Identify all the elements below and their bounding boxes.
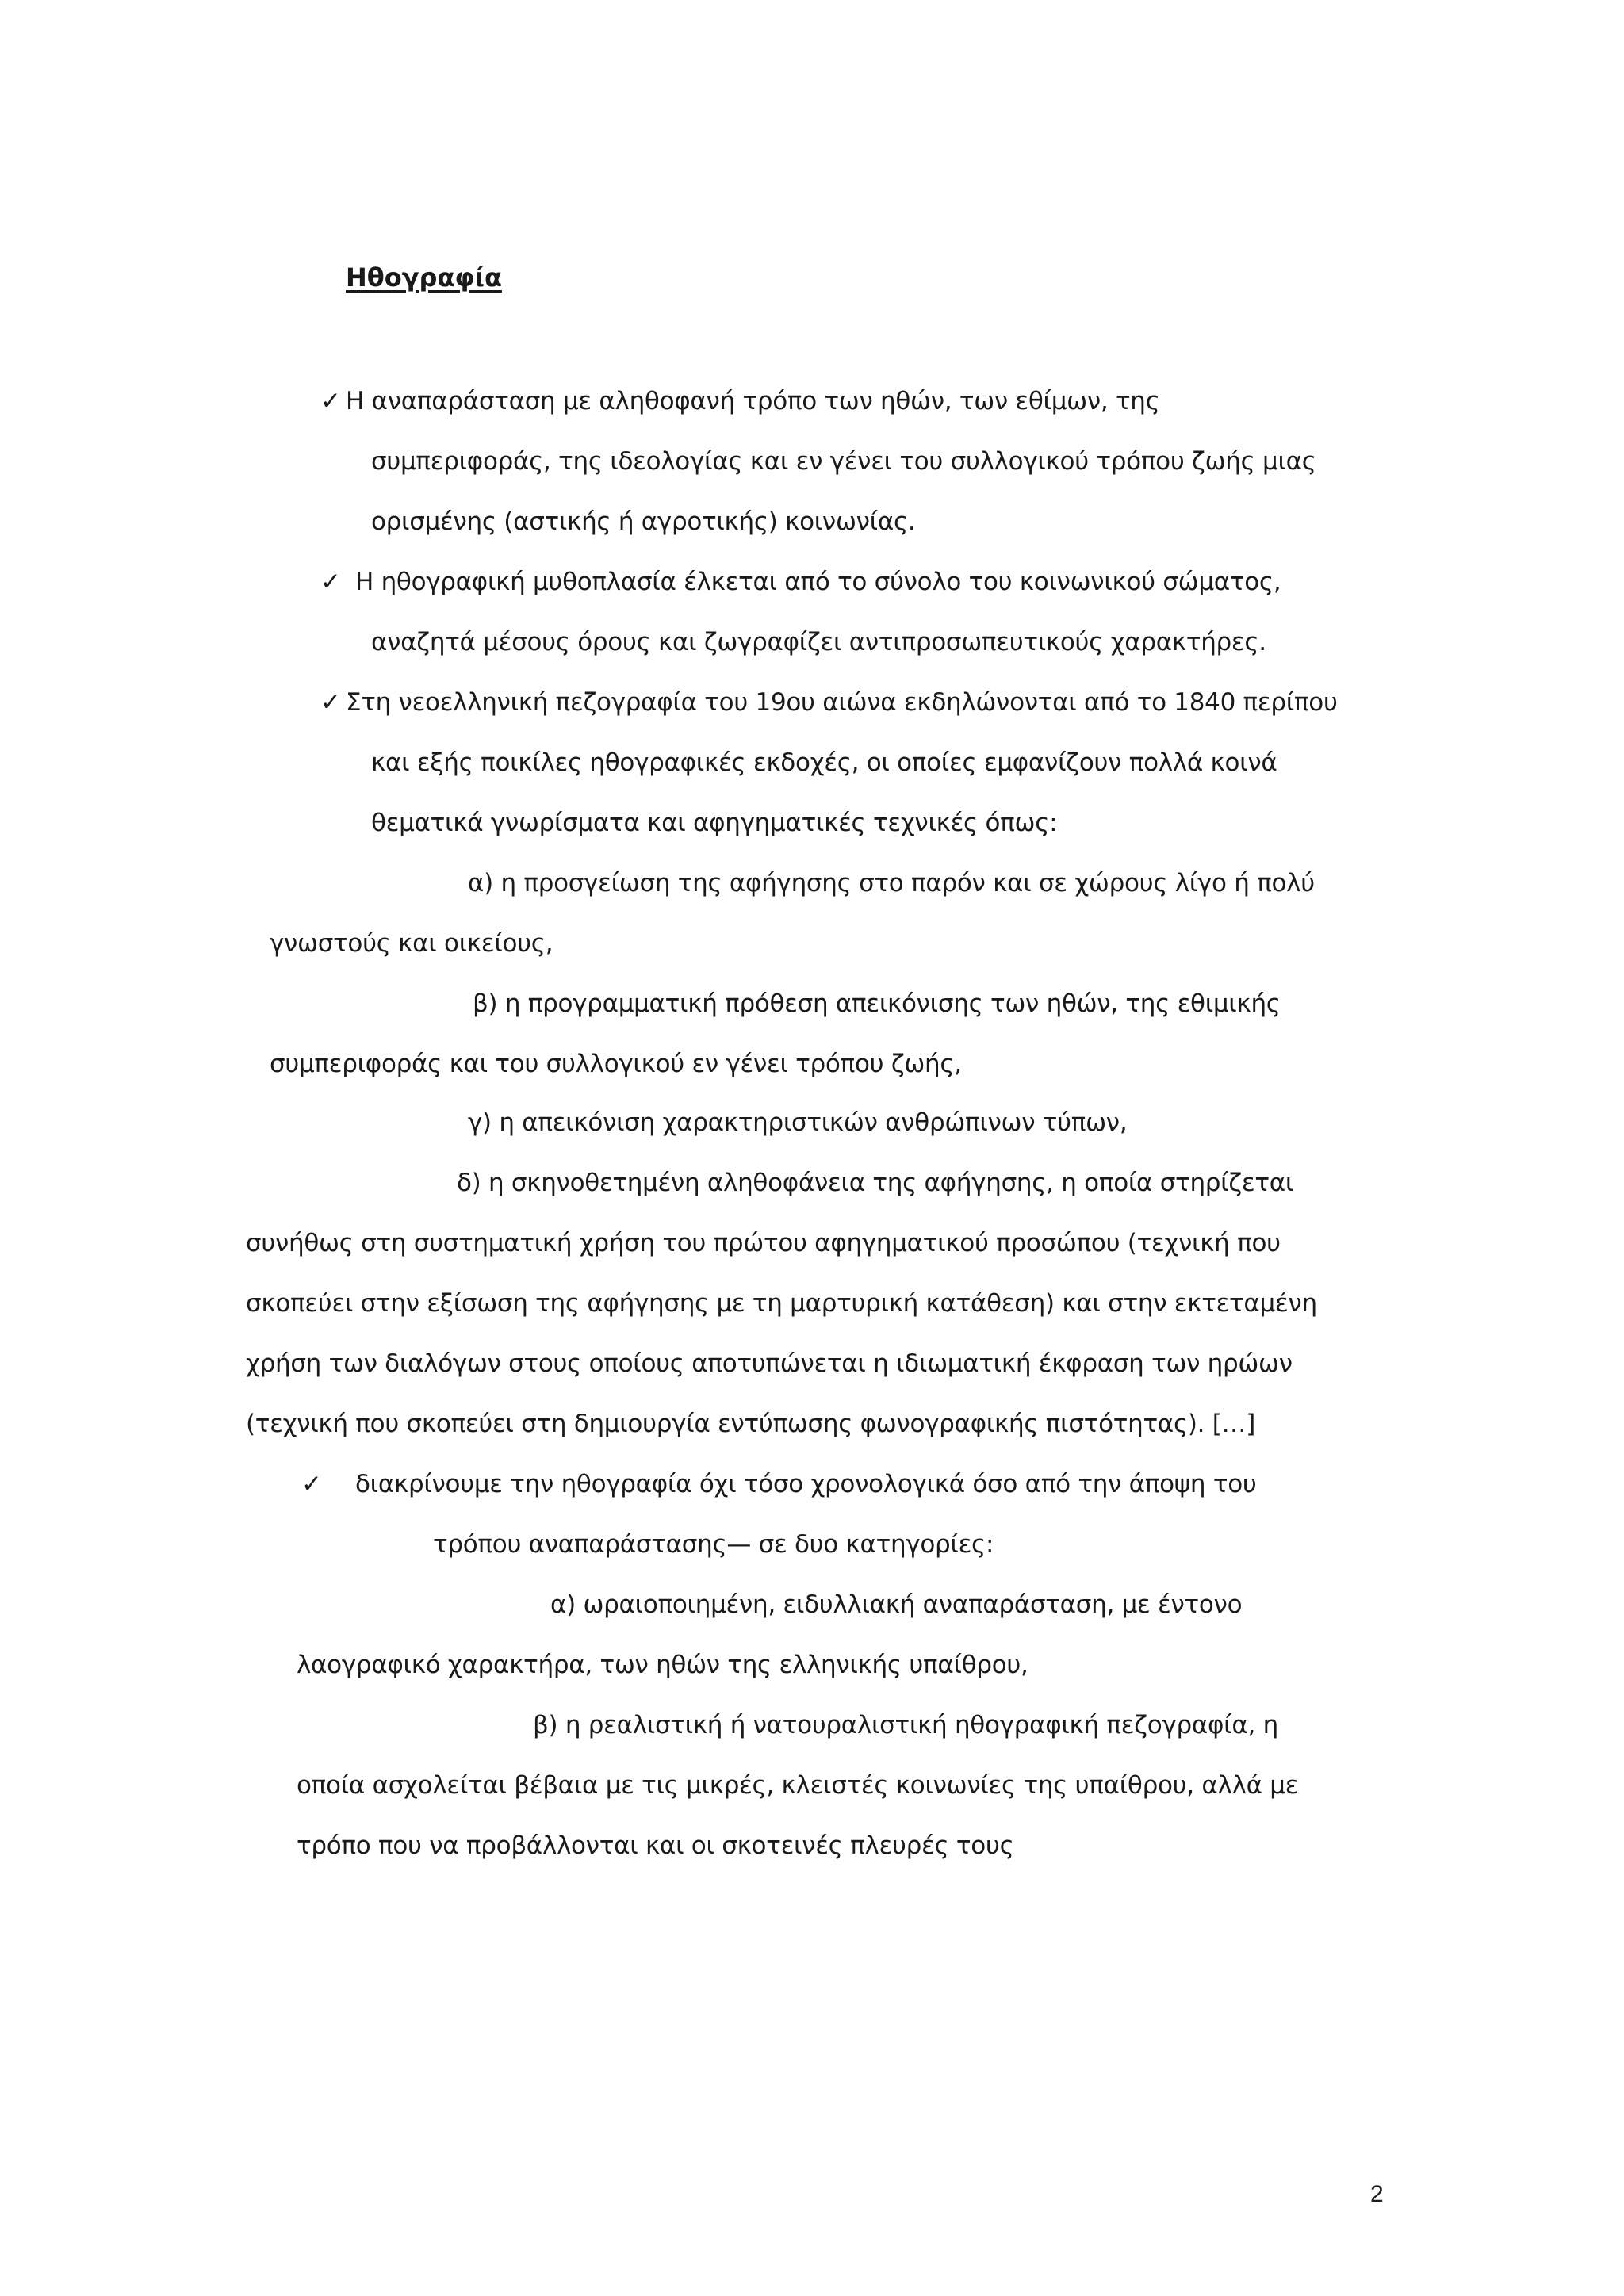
item-b-line1: β) η προγραμματική πρόθεση απεικόνισης των ηθών, της εθιμικής bbox=[473, 989, 1281, 1018]
bullet2-line1: Η ηθογραφική μυθοπλασία έλκεται από το σύνολο του κοινωνικού σώματος, bbox=[355, 568, 1281, 596]
bullet4-line1: διακρίνουμε την ηθογραφία όχι τόσο χρονολογικά όσο από την άποψη του bbox=[355, 1470, 1257, 1498]
bullet3-line2: και εξής ποικίλες ηθογραφικές εκδοχές, οι οποίες εμφανίζουν πολλά κοινά bbox=[371, 748, 1277, 777]
category-b-line3: τρόπο που να προβάλλονται και οι σκοτεινές πλευρές τους bbox=[297, 1831, 1014, 1860]
item-d-line5: (τεχνική που σκοπεύει στη δημιουργία εντύπωσης φωνογραφικής πιστότητας). […] bbox=[246, 1410, 1256, 1438]
category-a-line1: α) ωραιοποιημένη, ειδυλλιακή αναπαράσταση, με έντονο bbox=[550, 1590, 1243, 1619]
page-title: Ηθογραφία bbox=[346, 262, 502, 293]
check-mark-icon: ✓ bbox=[320, 387, 341, 415]
item-a-line1: α) η προσγείωση της αφήγησης στο παρόν και σε χώρους λίγο ή πολύ bbox=[468, 869, 1315, 897]
category-b-line1: β) η ρεαλιστική ή νατουραλιστική ηθογραφική πεζογραφία, η bbox=[533, 1711, 1278, 1739]
check-mark-icon: ✓ bbox=[320, 568, 341, 596]
item-c-line1: γ) η απεικόνιση χαρακτηριστικών ανθρώπινων τύπων, bbox=[468, 1108, 1128, 1137]
check-mark-icon: ✓ bbox=[301, 1470, 322, 1498]
item-b-line2: συμπεριφοράς και του συλλογικού εν γένει τρόπου ζωής, bbox=[270, 1050, 962, 1078]
item-d-line3: σκοπεύει στην εξίσωση της αφήγησης με τη μαρτυρική κατάθεση) και στην εκτεταμένη bbox=[246, 1289, 1317, 1318]
check-mark-icon: ✓ bbox=[320, 688, 341, 717]
bullet1-line1: Η αναπαράσταση με αληθοφανή τρόπο των ηθών, των εθίμων, της bbox=[346, 387, 1160, 415]
item-d-line2: συνήθως στη συστηματική χρήση του πρώτου αφηγηματικού προσώπου (τεχνική που bbox=[246, 1229, 1281, 1257]
bullet1-line2: συμπεριφοράς, της ιδεολογίας και εν γένει του συλλογικού τρόπου ζωής μιας bbox=[371, 447, 1316, 476]
bullet1-line3: ορισμένης (αστικής ή αγροτικής) κοινωνίας. bbox=[371, 507, 916, 536]
page-number: 2 bbox=[1370, 2181, 1384, 2207]
item-d-line4: χρήση των διαλόγων στους οποίους αποτυπώνεται η ιδιωματική έκφραση των ηρώων bbox=[246, 1349, 1293, 1378]
bullet4-line2: τρόπου αναπαράστασης— σε δυο κατηγορίες: bbox=[433, 1530, 994, 1559]
category-a-line2: λαογραφικό χαρακτήρα, των ηθών της ελληνικής υπαίθρου, bbox=[297, 1651, 1028, 1679]
bullet3-line3: θεματικά γνωρίσματα και αφηγηματικές τεχνικές όπως: bbox=[371, 809, 1058, 837]
bullet3-line1: Στη νεοελληνική πεζογραφία του 19ου αιώνα εκδηλώνονται από το 1840 περίπου bbox=[346, 688, 1338, 717]
item-d-line1: δ) η σκηνοθετημένη αληθοφάνεια της αφήγησης, η οποία στηρίζεται bbox=[457, 1169, 1294, 1197]
item-a-line2: γνωστούς και οικείους, bbox=[270, 929, 553, 958]
bullet2-line2: αναζητά μέσους όρους και ζωγραφίζει αντιπροσωπευτικούς χαρακτήρες. bbox=[371, 628, 1266, 656]
category-b-line2: οποία ασχολείται βέβαια με τις μικρές, κλειστές κοινωνίες της υπαίθρου, αλλά με bbox=[297, 1771, 1299, 1800]
